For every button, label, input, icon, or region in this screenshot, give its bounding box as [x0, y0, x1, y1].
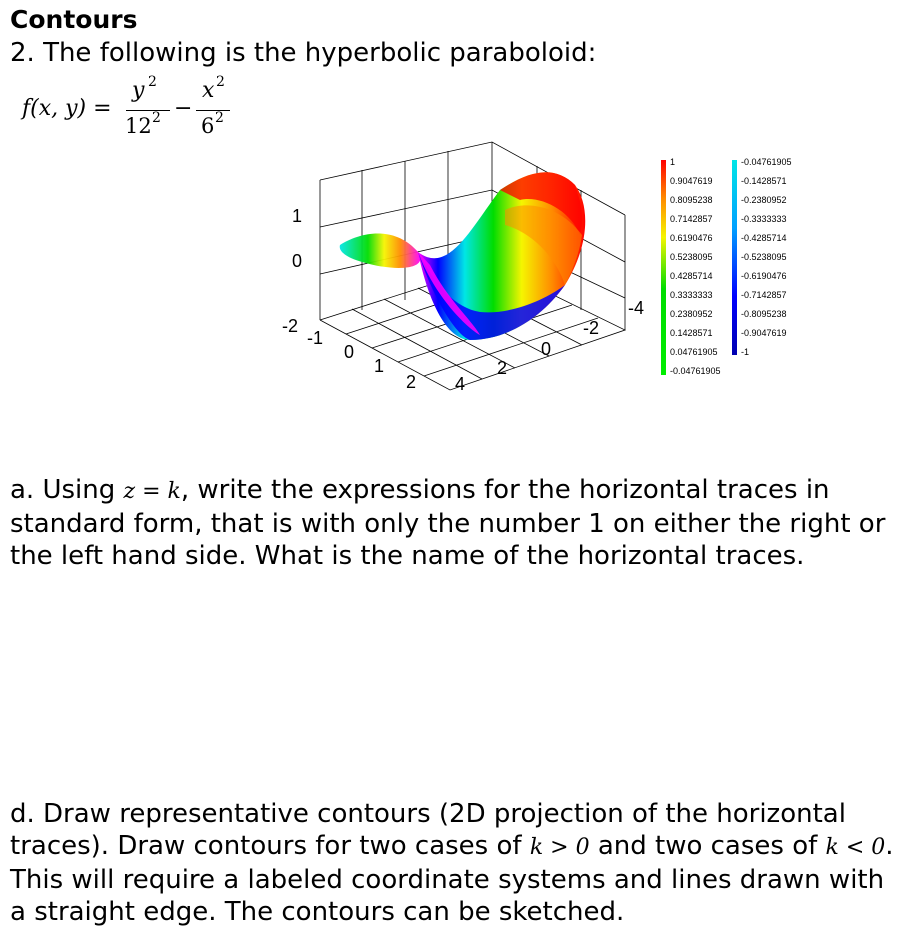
colorbar-negative-label-10: -0.9047619 [741, 328, 787, 338]
colorbar-positive-label-3: 0.8095238 [670, 195, 713, 205]
y-tick-2: 2 [497, 358, 508, 378]
colorbar-positive-label-12: -0.04761905 [670, 366, 721, 376]
z-tick-1: 1 [292, 206, 303, 226]
colorbar-negative-label-6: -0.5238095 [741, 252, 787, 262]
colorbar-negative-label-8: -0.7142857 [741, 290, 787, 300]
equation-lhs: f(x, y) = [22, 96, 112, 121]
x-tick-2: -1 [307, 328, 324, 348]
colorbar-negative-label-4: -0.3333333 [741, 214, 787, 224]
part-a-text-1: a. Using [10, 475, 124, 505]
x-tick-1: -2 [282, 316, 299, 336]
term2-numerator-exp: 2 [216, 74, 225, 90]
part-d-math-1: k > 0 [529, 835, 590, 860]
term1-numerator-exp: 2 [148, 74, 157, 90]
saddle-surface [340, 172, 585, 340]
colorbar-positive-label-5: 0.6190476 [670, 233, 713, 243]
minus-sign: − [174, 96, 193, 121]
term1-numerator: y [132, 78, 145, 103]
question-text: 2. The following is the hyperbolic paraboloid: [10, 38, 597, 68]
colorbar-positive [661, 160, 666, 375]
part-d-text-2: and two cases of [589, 831, 826, 861]
x-tick-4: 1 [374, 356, 385, 376]
x-axis-ticks [282, 316, 416, 392]
part-a-text-2: , write the expressions for the horizontal traces in standard form, that is with only the number 1 on either the right or the left hand side. What is the name of the horizontal traces. [10, 475, 886, 571]
z-axis-ticks [292, 206, 302, 271]
colorbar-negative-label-5: -0.4285714 [741, 233, 787, 243]
colorbar-positive-label-9: 0.2380952 [670, 309, 713, 319]
colorbar-negative-label-3: -0.2380952 [741, 195, 787, 205]
colorbar-positive-label-1: 1 [670, 157, 676, 167]
y-tick-4: -2 [583, 318, 600, 338]
x-tick-3: 0 [344, 342, 355, 362]
colorbar-negative-labels [741, 157, 792, 357]
colorbar-positive-label-7: 0.4285714 [670, 271, 713, 281]
colorbar-negative-label-11: -1 [741, 347, 750, 357]
colorbar-negative-label-1: -0.04761905 [741, 157, 792, 167]
y-tick-3: 0 [541, 339, 552, 359]
colorbar-negative-label-9: -0.8095238 [741, 309, 787, 319]
colorbar-positive-label-11: 0.04761905 [670, 347, 718, 357]
x-tick-5: 2 [406, 372, 417, 392]
z-tick-2: 0 [292, 251, 303, 271]
colorbar-negative [732, 160, 737, 355]
colorbar-positive-label-6: 0.5238095 [670, 252, 713, 262]
part-d-text [10, 798, 895, 928]
colorbar-negative-label-2: -0.1428571 [741, 176, 787, 186]
y-tick-1: 4 [455, 374, 466, 394]
page-title: Contours [10, 5, 138, 34]
colorbar-positive-label-10: 0.1428571 [670, 328, 713, 338]
part-d-text-1: d. Draw representative contours (2D projection of the horizontal traces). Draw contours for two cases of [10, 799, 846, 861]
term1-denominator: 12 [125, 114, 152, 138]
colorbar-positive-label-8: 0.3333333 [670, 290, 713, 300]
colorbar-negative-label-7: -0.6190476 [741, 271, 787, 281]
part-a-text [10, 474, 895, 572]
term1-denominator-exp: 2 [152, 110, 161, 126]
colorbar-positive-label-4: 0.7142857 [670, 214, 713, 224]
term2-denominator-exp: 2 [215, 110, 224, 126]
colorbar-positive-labels [670, 157, 721, 376]
part-a-math: z = k [123, 479, 181, 504]
colorbar-positive-label-2: 0.9047619 [670, 176, 713, 186]
part-d-math-2: k < 0 [825, 835, 886, 860]
y-tick-5: -4 [628, 298, 645, 318]
surface-plot-figure [0, 80, 904, 420]
term2-numerator: x [202, 78, 215, 103]
part-d-text-3: . This will require a labeled coordinate systems and lines drawn with a straight edge. The contours can be sketched. [10, 831, 894, 927]
term2-denominator: 6 [201, 114, 215, 138]
